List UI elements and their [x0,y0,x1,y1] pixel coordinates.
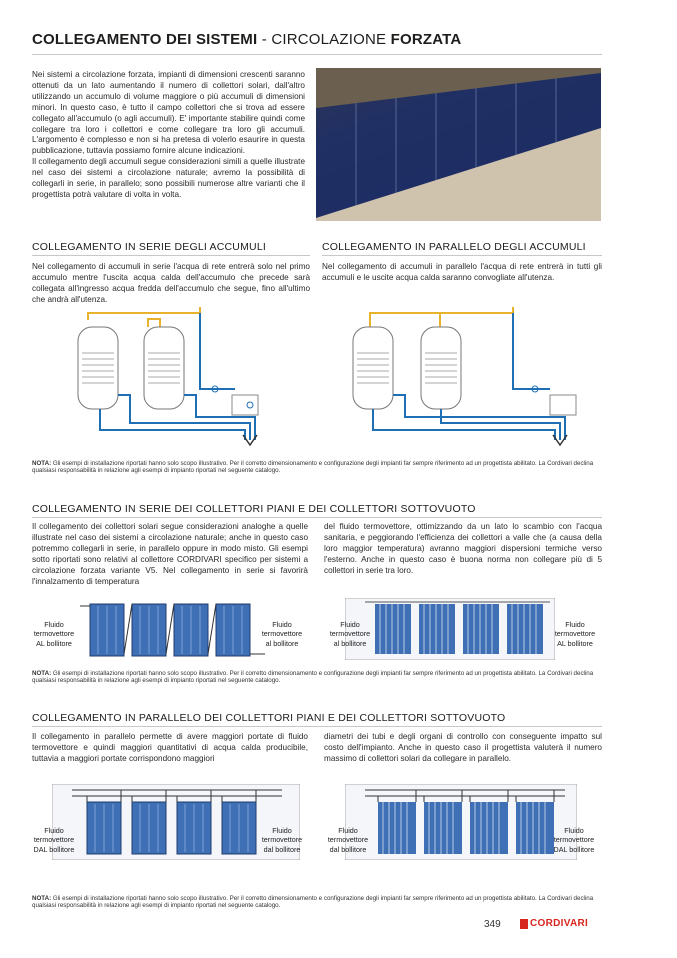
page-title: COLLEGAMENTO DEI SISTEMI - CIRCOLAZIONE FORZATA [32,31,462,48]
cordivari-logo-mark [520,919,528,929]
solar-panels-photo [316,68,601,221]
diagram-serie-piani [80,600,270,660]
label-serie-piani-right: Fluido termovettore al bollitore [261,620,303,648]
divider [32,726,602,727]
divider [322,255,602,256]
diagram-tanks-serie [60,305,280,450]
label-parallelo-piani-left: Fluido termovettore DAL bollitore [33,826,75,854]
divider [32,255,310,256]
divider [32,517,602,518]
heading-serie-accumuli: COLLEGAMENTO IN SERIE DEGLI ACCUMULI [32,241,266,253]
cordivari-logo [520,918,588,929]
label-parallelo-piani-right: Fluido termovettore dal bollitore [261,826,303,854]
text-serie-collettori-col2: del fluido termovettore, ottimizzando da un lato lo scambio con l'acqua sanitaria, e peggiorando l'efficienza dei collettori a valle che (a causa della loro maggior temperatura) avranno maggiori dispersioni termiche verso l'esterno. Anche in questo caso è buona norma non collegare più di 5 collettori in serie tra loro. [324,522,602,575]
intro-text: Nei sistemi a circolazione forzata, impianti di dimensioni crescenti saranno ottenuti da un lato aumentando il numero di collettori solari, dall'altro utilizzando un accumulo di volume maggiore o più accumuli di dimensioni minori. In questo caso, è tutto il campo collettori che si trova ad essere collegato all'accumulo (o agli accumuli). E' importante stabilire quindi come collegare tra loro i collettori e come collegare tra loro gli accumuli. L'argomento è complesso e non si ha pretesa di volerlo esaurire in questa pubblicazione, tuttavia possiamo fornire alcune indicazioni. Il collegamento degli accumuli segue considerazioni simili a quelle illustrate nel caso dei sistemi a circolazione naturale; avremo la possibilità di collegarli in serie, in parallelo; sono possibili numerose altre varianti che il progettista potrà valutare di volta in volta. [32,70,305,199]
label-serie-piani-left: Fluido termovettore AL bollitore [33,620,75,648]
text-serie-accumuli: Nel collegamento di accumuli in serie l'acqua di rete entrerà solo nel primo accumulo mentre l'uscita acqua calda dell'accumulo che precede sarà collegata all'ingresso acqua fredda dell'accumulo che segue, fino all'ultimo che andrà all'utenza. [32,262,310,304]
solar-panels-photo-art [316,68,601,221]
disclaimer-note: NOTA: Gli esempi di installazione riportati hanno solo scopo illustrativo. Per il corretto dimensionamento e configurazione degli impianti far sempre riferimento ad un progettista abilitato. La Cordivari declina qualsiasi responsabilità in relazione agli esempi di impianto riportati nel seguente catalogo. [32,670,594,685]
heading-parallelo-accumuli: COLLEGAMENTO IN PARALLELO DEGLI ACCUMULI [322,241,586,253]
text-parallelo-collettori-col2: diametri dei tubi e degli organi di controllo con conseguente impatto sul costo dell'impianto. Anche in questo caso il progettista valuterà il numero massimo di collettori solari da collegare in parallelo. [324,732,602,763]
disclaimer-note: NOTA: Gli esempi di installazione riportati hanno solo scopo illustrativo. Per il corretto dimensionamento e configurazione degli impianti far sempre riferimento ad un progettista abilitato. La Cordivari declina qualsiasi responsabilità in relazione agli esempi di impianto riportati nel seguente catalogo. [32,895,594,910]
heading-parallelo-collettori: COLLEGAMENTO IN PARALLELO DEI COLLETTORI PIANI E DEI COLLETTORI SOTTOVUOTO [32,712,506,724]
text-parallelo-accumuli: Nel collegamento di accumuli in parallelo l'acqua di rete entrerà in tutti gli accumuli e le uscite acqua calda saranno convogliate all'utenza. [322,262,602,282]
heading-serie-collettori: COLLEGAMENTO IN SERIE DEI COLLETTORI PIANI E DEI COLLETTORI SOTTOVUOTO [32,503,476,515]
page-number: 349 [484,919,501,930]
cordivari-logo-text: CORDIVARI [530,918,589,929]
disclaimer-note: NOTA: Gli esempi di installazione riportati hanno solo scopo illustrativo. Per il corretto dimensionamento e configurazione degli impianti far sempre riferimento ad un progettista abilitato. La Cordivari declina qualsiasi responsabilità in relazione agli esempi di impianto riportati nel seguente catalogo. [32,460,594,475]
label-serie-sottovuoto-left: Fluido termovettore al bollitore [329,620,371,648]
label-parallelo-sottovuoto-left: Fluido termovettore dal bollitore [327,826,369,854]
label-parallelo-sottovuoto-right: Fluido termovettore DAL bollitore [553,826,595,854]
title-divider [32,54,602,55]
label-serie-sottovuoto-right: Fluido termovettore AL bollitore [554,620,596,648]
diagram-tanks-parallelo [345,305,580,450]
text-parallelo-collettori-col1: Il collegamento in parallelo permette di avere maggiori portate di fluido termovettore e quindi maggiori quantitativi di acqua calda producibile, tuttavia a maggiori portate corrispondono maggiori [32,732,308,763]
text-serie-collettori-col1: Il collegamento dei collettori solari segue considerazioni analoghe a quelle illustrate nel caso dei sistemi a circolazione naturale; anche in questo caso potremmo collegarli in serie, in parallelo oppure in modo misto. Gli esempi sotto riportati sono relativi al collettore CORDIVARI specifico per sistemi a circolazione forzata variante V5. Nel collegamento in serie si favorirà l'innalzamento di temperatura [32,522,308,586]
diagram-parallelo-sottovuoto [345,784,577,860]
